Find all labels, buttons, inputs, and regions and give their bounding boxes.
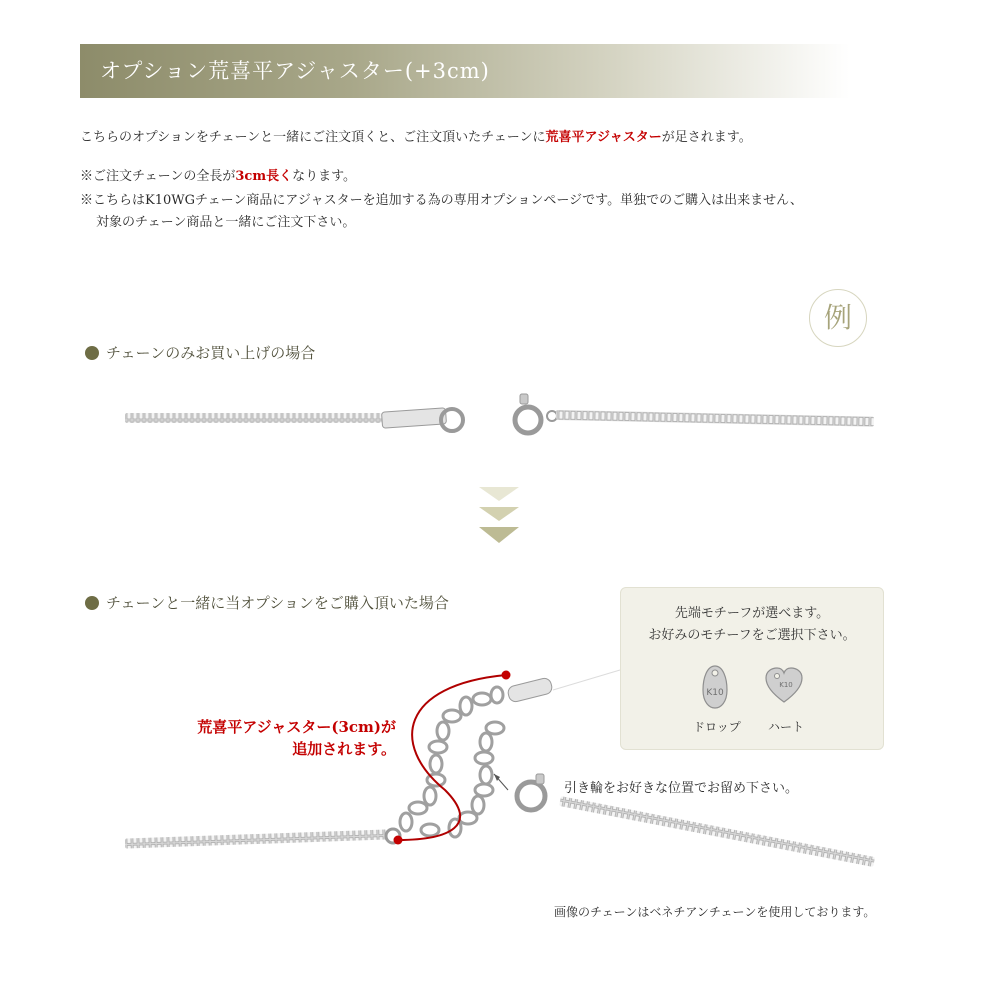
bullet-dot-icon xyxy=(85,596,99,610)
chain-left xyxy=(125,413,387,423)
chevron-down-icon xyxy=(479,527,519,543)
adjuster-chain xyxy=(400,687,504,837)
adjuster-illustration xyxy=(0,650,1000,870)
note-length-post: なります。 xyxy=(292,169,357,184)
heart-stamp: K10 xyxy=(779,681,793,689)
note-option-line1: ※こちらはK10WGチェーン商品にアジャスターを追加する為の専用オプションページです。単独でのご購入は出来ません、 xyxy=(80,193,803,208)
callout-line2: 追加されます。 xyxy=(292,740,396,758)
section1-label: チェーンのみお買い上げの場合 xyxy=(106,344,316,362)
note-option-line2: 対象のチェーン商品と一緒にご注文下さい。 xyxy=(96,215,356,230)
section2-label: チェーンと一緒に当オプションをご購入頂いた場合 xyxy=(106,594,449,612)
pointer-line xyxy=(553,670,620,690)
intro-highlight: 荒喜平アジャスター xyxy=(545,130,662,145)
chain-right xyxy=(559,796,875,867)
heart-caption: ハート xyxy=(768,720,805,734)
intro-text-pre: こちらのオプションをチェーンと一緒にご注文頂くと、ご注文頂いたチェーンに xyxy=(80,130,546,145)
spring-ring-clasp-icon xyxy=(517,782,545,810)
motif-line2: お好みのモチーフをご選択下さい。 xyxy=(648,628,856,643)
drop-caption: ドロップ xyxy=(693,720,741,734)
drop-stamp: K10 xyxy=(706,688,724,698)
chain-left xyxy=(125,829,387,848)
callout-line1: 荒喜平アジャスター(3cm)が xyxy=(197,718,396,736)
spring-ring-clasp-icon xyxy=(515,407,541,433)
adjuster-plate xyxy=(507,677,554,703)
chain-right xyxy=(556,410,874,427)
chain-only-illustration xyxy=(0,380,1000,460)
example-badge: 例 xyxy=(809,289,867,347)
bullet-dot-icon xyxy=(85,346,99,360)
chevron-down-icon xyxy=(479,507,519,521)
page-title: オプション荒喜平アジャスター(+3cm) xyxy=(100,59,490,83)
intro-text-post: が足されます。 xyxy=(661,130,752,145)
end-plate xyxy=(382,408,447,428)
note-length-pre: ※ご注文チェーンの全長が xyxy=(80,169,236,184)
clasp-note: 引き輪をお好きな位置でお留め下さい。 xyxy=(564,781,799,796)
chevron-down-icon xyxy=(479,487,519,501)
footer-note: 画像のチェーンはベネチアンチェーンを使用しております。 xyxy=(554,905,876,919)
motif-line1: 先端モチーフが選べます。 xyxy=(674,606,830,621)
note-length-highlight: 3cm長く xyxy=(235,169,293,184)
note-length xyxy=(80,168,356,186)
intro-line xyxy=(80,129,752,147)
